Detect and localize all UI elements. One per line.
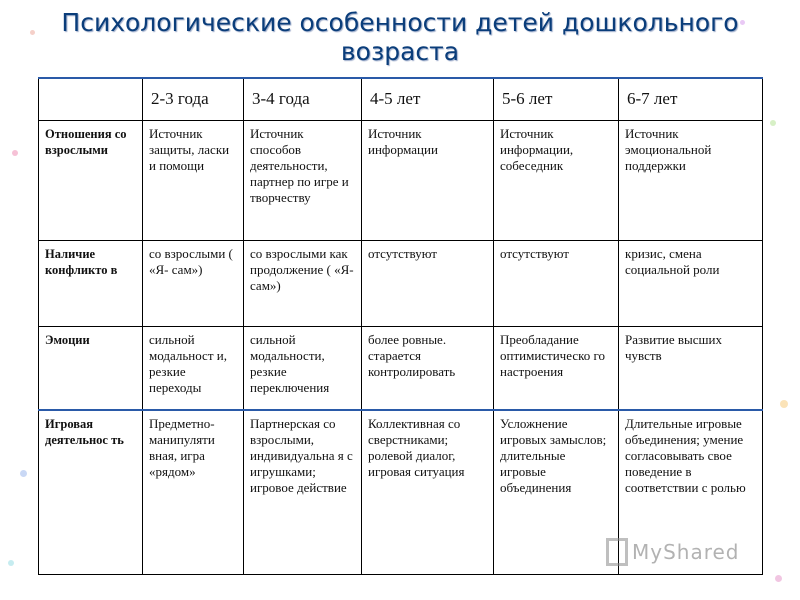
- watermark-icon: [606, 538, 628, 566]
- table-row: [39, 326, 763, 410]
- table-cell: Длительные игровые объединения; умение согласовывать свое поведение в соответствии с ролью: [619, 410, 763, 574]
- table-cell: кризис, смена социальной роли: [619, 240, 763, 326]
- table-cell: Предметно-манипуляти вная, игра «рядом»: [143, 410, 244, 574]
- table-cell: Источник информации: [362, 120, 494, 240]
- age-table-container: [38, 77, 762, 573]
- decoration-dot: [12, 150, 18, 156]
- row-label-emotions: Эмоции: [39, 326, 143, 410]
- table-cell: Усложнение игровых замыслов; длительные игровые объединения: [494, 410, 619, 574]
- table-cell: сильной модальности, резкие переключения: [244, 326, 362, 410]
- table-cell: Партнерская со взрослыми, индивидуальна я с игрушками; игровое действие: [244, 410, 362, 574]
- table-row: [39, 240, 763, 326]
- header-row: [39, 78, 763, 120]
- row-label-play-activity: Игровая деятельнос ть: [39, 410, 143, 574]
- table-cell: более ровные. старается контролировать: [362, 326, 494, 410]
- table-cell: Коллективная со сверстниками; ролевой диалог, игровая ситуация: [362, 410, 494, 574]
- decoration-dot: [780, 400, 788, 408]
- decoration-dot: [8, 560, 14, 566]
- table-row: [39, 410, 763, 574]
- table-row: [39, 120, 763, 240]
- table-cell: со взрослыми как продолжение ( «Я- сам»): [244, 240, 362, 326]
- header-age-2-3: 2-3 года: [143, 78, 244, 120]
- header-empty-cell: [39, 78, 143, 120]
- decoration-dot: [20, 470, 27, 477]
- decoration-dot: [775, 575, 782, 582]
- header-age-3-4: 3-4 года: [244, 78, 362, 120]
- table-cell: отсутствуют: [494, 240, 619, 326]
- header-age-4-5: 4-5 лет: [362, 78, 494, 120]
- table-cell: Источник защиты, ласки и помощи: [143, 120, 244, 240]
- decoration-dot: [770, 120, 776, 126]
- row-label-adult-relations: Отношения со взрослыми: [39, 120, 143, 240]
- row-label-conflicts: Наличие конфликто в: [39, 240, 143, 326]
- table-cell: Источник эмоциональной поддержки: [619, 120, 763, 240]
- header-age-5-6: 5-6 лет: [494, 78, 619, 120]
- table-cell: Источник информации, собеседник: [494, 120, 619, 240]
- table-cell: Развитие высших чувств: [619, 326, 763, 410]
- slide-title: Психологические особенности детей дошкольного возраста: [61, 8, 739, 66]
- table-cell: Источник способов деятельности, партнер по игре и творчеству: [244, 120, 362, 240]
- table-cell: отсутствуют: [362, 240, 494, 326]
- table-cell: сильной модальност и, резкие переходы: [143, 326, 244, 410]
- table-cell: со взрослыми ( «Я- сам»): [143, 240, 244, 326]
- table-cell: Преобладание оптимистическо го настроения: [494, 326, 619, 410]
- watermark-logo: MyShared: [632, 540, 740, 564]
- header-age-6-7: 6-7 лет: [619, 78, 763, 120]
- age-features-table: [38, 77, 763, 575]
